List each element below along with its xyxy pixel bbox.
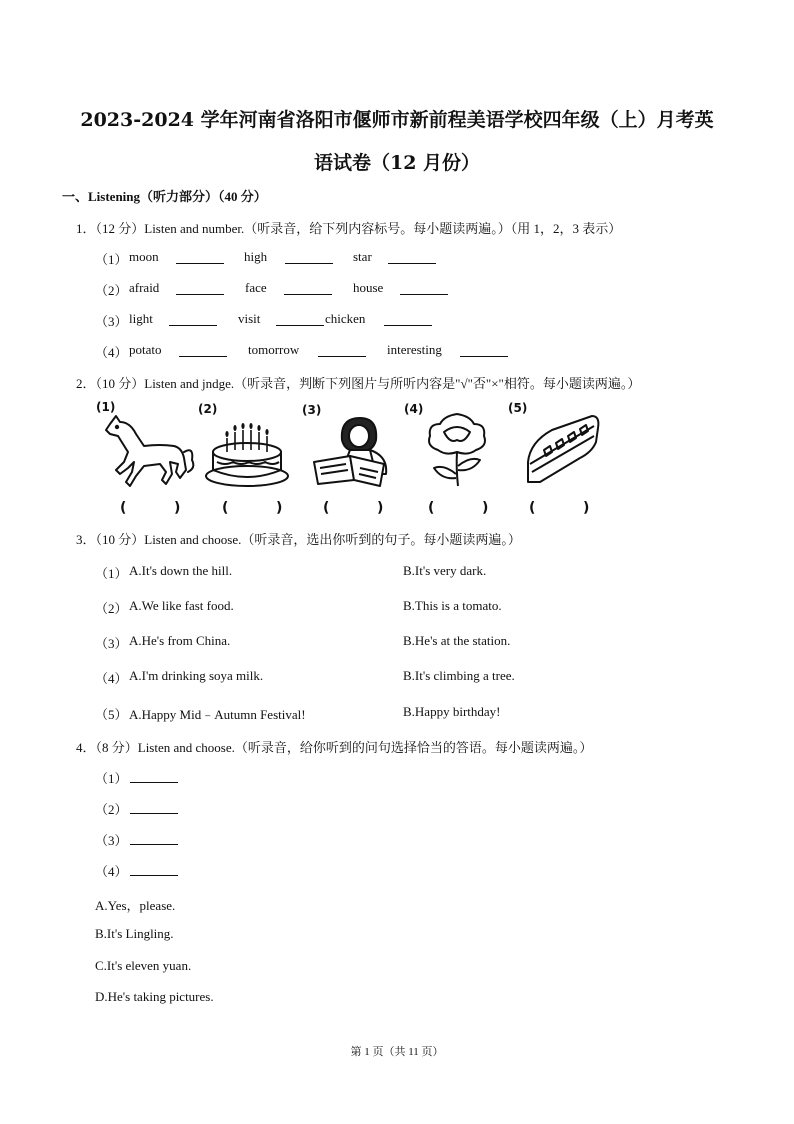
q3-option-b: B.He's at the station. — [403, 633, 511, 648]
answer-blank[interactable] — [130, 863, 178, 876]
picture-label-1: (1) — [96, 400, 116, 414]
q3-option-b: B.Happy birthday! — [403, 704, 501, 719]
answer-paren-open: ( — [428, 500, 435, 516]
question-4-stem: 4．（8 分）Listen and choose.（听录音，给你听到的问句选择恰当的答语。每小题读两遍。） — [76, 740, 593, 755]
cake-icon — [205, 418, 289, 488]
q1-row-2-number: （2） — [95, 283, 128, 298]
picture-label-2: (2) — [198, 402, 218, 416]
q4-item-number: （2） — [95, 802, 128, 817]
q4-option: B.It's Lingling. — [95, 926, 174, 941]
answer-paren-open: ( — [323, 500, 330, 516]
answer-blank[interactable] — [285, 251, 333, 264]
page-footer: 第 1 页（共 11 页） — [350, 1046, 444, 1058]
q1-word: face — [245, 280, 267, 295]
answer-paren-close: ) — [377, 500, 384, 516]
answer-paren-open: ( — [222, 500, 229, 516]
q3-option-b: B.This is a tomato. — [403, 598, 502, 613]
answer-blank[interactable] — [130, 801, 178, 814]
q3-item-number: （4） — [95, 671, 128, 686]
q1-word: tomorrow — [248, 342, 300, 357]
q3-option-a: A.He's from China. — [129, 633, 231, 648]
section-heading: 一、Listening（听力部分）（40 分） — [62, 189, 267, 204]
q1-word: chicken — [325, 311, 366, 326]
answer-blank[interactable] — [318, 344, 366, 357]
q1-word: potato — [129, 342, 162, 357]
q1-word: star — [353, 249, 372, 264]
q3-option-b: B.It's very dark. — [403, 563, 487, 578]
answer-paren-open: ( — [120, 500, 127, 516]
answer-blank[interactable] — [179, 344, 227, 357]
question-2-stem: 2．（10 分）Listen and jndge.（听录音，判断下列图片与所听内容是"√"否"×"相符。每小题读两遍。） — [76, 376, 641, 391]
q3-item-number: （1） — [95, 566, 128, 581]
q4-item-number: （3） — [95, 833, 128, 848]
q1-word: moon — [129, 249, 159, 264]
q4-option: D.He's taking pictures. — [95, 989, 214, 1004]
q3-option-a: A.It's down the hill. — [129, 563, 233, 578]
q3-option-a: A.Happy Mid﹣Autumn Festival! — [129, 707, 306, 722]
q1-word: house — [353, 280, 384, 295]
question-3-stem: 3．（10 分）Listen and choose.（听录音，选出你听到的句子。每小题读两遍。） — [76, 532, 521, 547]
q3-option-b: B.It's climbing a tree. — [403, 668, 515, 683]
q4-item-number: （1） — [95, 771, 128, 786]
answer-blank[interactable] — [176, 282, 224, 295]
answer-blank[interactable] — [460, 344, 508, 357]
flower-icon — [424, 410, 490, 488]
q1-word: interesting — [387, 342, 442, 357]
answer-paren-open: ( — [529, 500, 536, 516]
picture-label-5: (5) — [508, 401, 528, 415]
q1-word: visit — [238, 311, 261, 326]
train-icon — [522, 412, 602, 488]
q1-row-4-number: （4） — [95, 345, 128, 360]
page-title-line1: 2023-2024 学年河南省洛阳市偃师市新前程美语学校四年级（上）月考英 — [80, 109, 714, 131]
question-1-stem: 1．（12 分）Listen and number.（听录音，给下列内容标号。每小题读两遍。）（用 1，2，3 表示） — [76, 221, 622, 236]
answer-blank[interactable] — [284, 282, 332, 295]
answer-paren-close: ) — [276, 500, 283, 516]
page-title-line2: 语试卷（12 月份） — [313, 152, 481, 174]
answer-blank[interactable] — [130, 770, 178, 783]
q1-row-1-number: （1） — [95, 252, 128, 267]
answer-blank[interactable] — [176, 251, 224, 264]
q3-item-number: （3） — [95, 636, 128, 651]
q3-item-number: （5） — [95, 707, 128, 722]
answer-paren-close: ) — [174, 500, 181, 516]
horse-icon — [100, 412, 200, 490]
answer-paren-close: ) — [482, 500, 489, 516]
answer-blank[interactable] — [384, 313, 432, 326]
q4-option: C.It's eleven yuan. — [95, 958, 192, 973]
q4-option: A.Yes，please. — [95, 898, 176, 913]
q3-option-a: A.I'm drinking soya milk. — [129, 668, 264, 683]
answer-paren-close: ) — [583, 500, 590, 516]
q1-word: light — [129, 311, 153, 326]
q1-word: afraid — [129, 280, 160, 295]
q1-word: high — [244, 249, 268, 264]
q4-item-number: （4） — [95, 864, 128, 879]
q1-row-3-number: （3） — [95, 314, 128, 329]
answer-blank[interactable] — [169, 313, 217, 326]
picture-label-4: (4) — [404, 402, 424, 416]
q3-item-number: （2） — [95, 601, 128, 616]
answer-blank[interactable] — [400, 282, 448, 295]
picture-label-3: (3) — [302, 403, 322, 417]
answer-blank[interactable] — [388, 251, 436, 264]
q3-option-a: A.We like fast food. — [129, 598, 234, 613]
answer-blank[interactable] — [276, 313, 324, 326]
answer-blank[interactable] — [130, 832, 178, 845]
girl-reading-icon — [310, 410, 396, 490]
